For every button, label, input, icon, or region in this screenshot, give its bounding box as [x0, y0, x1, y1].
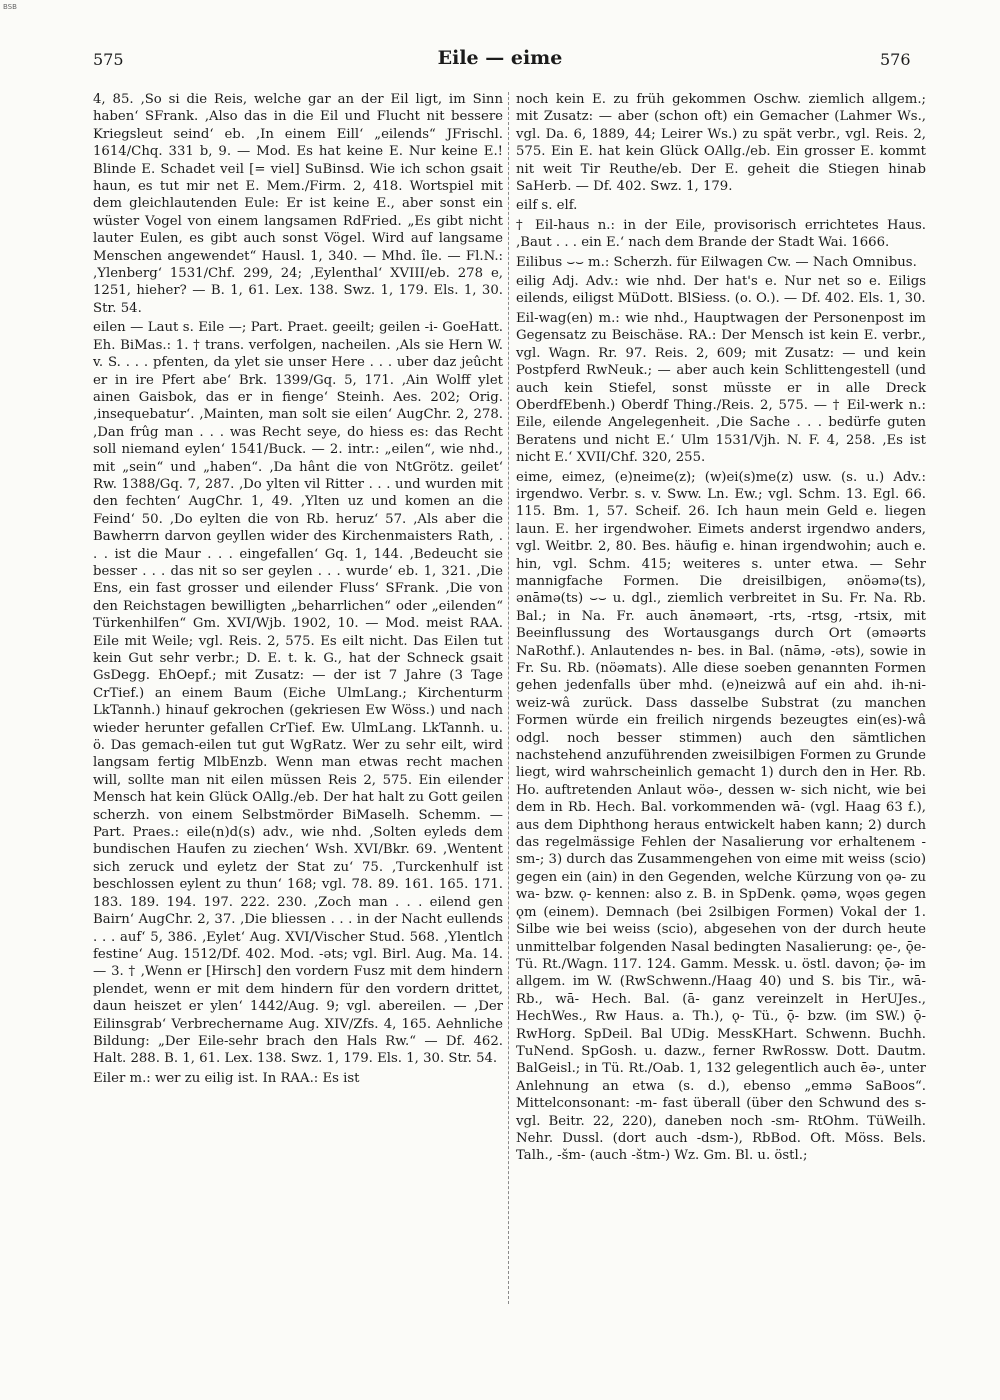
entry-paragraph: Eilibus ⌣⌣ m.: Scherzh. für Eilwagen Cw. — Nach Omnibus.: [516, 254, 917, 270]
page-number-right: 576: [880, 50, 911, 69]
entry-paragraph: noch kein E. zu früh gekommen Oschw. ziemlich allgem.; mit Zusatz: — aber (schon oft) ein Gemacher (Lahmer Ws., vgl. Da. 6, 1889, 44; Leirer Ws.) zu spät verbr., vgl. Reis. 2, 575. Ein E. hat kein Glück OAllg./eb. Ein grosser E. kommt nit weit Tir Reuthe/eb. Der E. geheit die Stiegen hinab SaHerb. — Df. 402. Swz. 1, 179.: [516, 92, 926, 195]
page-title: Eile — eime: [437, 47, 563, 69]
left-column: [93, 91, 503, 1087]
entry-paragraph: Eiler m.: wer zu eilig ist. In RAA.: Es ist: [93, 1070, 360, 1086]
entry-paragraph: eilf s. elf.: [516, 198, 578, 214]
page-number-left: 575: [93, 50, 124, 69]
entry-paragraph: eilig Adj. Adv.: wie nhd. Der hat's e. Nur net so e. Eiligs eilends, eiligst MüDott. BlSiess. (o. O.). — Df. 402. Els. 1, 30.: [516, 274, 926, 307]
entry-paragraph: eime, eimez, (e)neime(z); (w)ei(s)me(z) usw. (s. u.) Adv.: irgendwo. Verbr. s. v. Sww. Ln. Ew.; vgl. Schm. 13. Egl. 66. 115. Bm. 1, 57. Scheif. 26. Ich haun mein Geld e. liegen laun. E. her irgendwoher. Eimets anderst irgendwo anders, vgl. Weitbr. 2, 80. Bes. häufig e. hinan irgendwohin; auch e. hin, vgl. Schm. 415; weiteres s. unter etwa. — Sehr mannigfache Formen. Die dreisilbigen, ənöəmə(ts), ənāmə(ts) ⌣⌣ u. dgl., ziemlich verbreitet in Su. Fr. Na. Rb. Bal.; in Na. Fr. auch ānəməərt, -rts, -rtsg, -rtsix, mit Beeinflussung des Wortausgangs durch Ort (əməərts NaRothf.). Anlautendes n- bes. in Bal. (nāmə, -əts), sowie in Fr. Su. Rb. (nöəmats). Alle diese soeben genannten Formen gehen jedenfalls über mhd. (e)neizwâ auf ein ahd. ih-ni-weiz-wâ zurück. Dass dasselbe Substrat (zu manchen Formen würde ein freilich nirgends bezeugtes ein(es)-wâ odgl. noch besser stimmen) auch den sämtlichen nachstehend anzuführenden zweisilbigen Formen zu Grunde liegt, wird wahrscheinlich gemacht 1) durch den in Her. Rb. Ho. auftretenden Anlaut wöə-, dessen w- sich nicht, wie bei dem in Rb. Hech. Bal. vorkommenden wā- (vgl. Haag 63 f.), aus dem Diphthong heraus entwickelt haben kann; 2) durch das regelmässige Fehlen der Nasalierung vor erhaltenem -sm-; 3) durch das Zusammengehen von eime mit weiss (scio) gegen ein (ain) in den Gegenden, welche Kürzung von ǫə- zu wa- bzw. ǫ- kennen: also z. B. in SpDenk. ǫəmə, wǫəs gegen ǫm (einem). Demnach (bei 2silbigen Formen) Vokal der 1. Silbe wie bei weiss (scio), abgesehen von der durch heute unmittelbar folgenden Nasal bedingten Nasalierung: ǫe-, ǭe- Tü. Rt./Wagn. 117. 124. Gamm. Messk. u. östl. davon; ǭə- im allgem. im W. (RwSchwenn./Haag 40) und S. bis Tir., wā- Rb., wā- Hech. Bal. (ā- ganz vereinzelt in HerUJes., HechWes., Rw Haus. a. Th.), ǫ- Tü., ǭ- bzw. (im SW.) ǭ- RwHorg. SpDeil. Bal UDig. MessKHart. Schwenn. Buchh. TuNend. SpGosh. u. dazw., ferner RwRossw. Dott. Dautm. BalGeisl.; in Tü. Rt./Oab. 1, 132 gelegentlich auch ēə-, unter Anlehnung an etwa (s. d.), ebenso „emmə SaBoos“. Mittelconsonant: -m- fast überall (über den Schwund des s- vgl. Beitr. 22, 220), daneben noch -sm- RtOhm. TüWeilh. Nehr. Dussl. (dort auch -dsm-), RbBod. Oft. Möss. Bels. Talh., -šm- (auch -štm-) Wz. Gm. Bl. u. östl.;: [516, 469, 926, 1164]
entry-paragraph: 4, 85. ‚So si die Reis, welche gar an der Eil ligt, im Sinn haben‘ SFrank. ‚Also das in die Eil und Flucht nit bessere Kriegsleut seind‘ eb. ‚In einem Eill‘ „eilends“ JFrischl. 1614/Chq. 331 b, 9. — Mod. Es hat keine E. Nur keine E.! Blinde E. Schadet veil [= viel] SuBinsd. Wie ich schon gsait haun, es tut mir net E. Mem./Firm. 2, 418. Wortspiel mit dem gleichlautenden Eule: Er ist keine E., aber sonst ein wüster Vogel von einem langsamen RdFried. „Es gibt nicht lauter Eulen, es gibt auch sonst Vögel. Wird auf langsame Menschen angewendet“ Hausl. 1, 340. — Mhd. île. — Fl.N.: ‚Ylenberg‘ 1531/Chf. 299, 24; ‚Eylenthal‘ XVIII/eb. 278 e, 1251, hieher? — B. 1, 61. Lex. 138. Swz. 1, 179. Els. 1, 30. Str. 54.: [93, 92, 503, 316]
entry-paragraph: † Eil-haus n.: in der Eile, provisorisch errichtetes Haus. ‚Baut . . . ein E.‘ nach dem Brande der Stadt Wai. 1666.: [516, 217, 926, 251]
library-watermark: BSB: [3, 3, 17, 11]
entry-paragraph: eilen — Laut s. Eile —; Part. Praet. geeilt; geilen -i- GoeHatt. Eh. BiMas.: 1. † trans. verfolgen, nacheilen. ‚Als sie Hern W. v. S. . . . pfenten, da ylet sie unser Here . . . uber daz jeûcht er in ire Pfert abe‘ Brk. 1399/Gq. 5, 171. ‚Ain Wolff ylet ainen Gaisbok, das er in fienge‘ Steinh. Aes. 202; Orig. ‚insequebatur‘. ‚Mainten, man solt sie eilen‘ AugChr. 2, 278. ‚Dan frûg man . . . was Recht seye, do hiess es: das Recht soll niemand eylen‘ 1541/Buck. — 2. intr.: „eilen“, wie nhd., mit „sein“ und „haben“. ‚Da hânt die von NtGrötz. geilet‘ Rw. 1388/Gq. 7, 287. ‚Do ylten vil Ritter . . . und wurden mit den fechten‘ AugChr. 1, 49. ‚Ylten uz und komen an die Feind‘ 50. ‚Do eylten die von Rb. heruz‘ 57. ‚Als aber die Bawherrn darvon geyllen wider des Kirchenmaisters Rath, . . . ist die Maur . . . eingefallen‘ Gq. 1, 144. ‚Bedeucht sie besser . . . das nit so ser geylen . . . wurde‘ eb. 1, 321. ‚Die Ens, ein fast grosser und eilender Fluss‘ SFrank. ‚Die von den Reichstagen bewilligten „beharrlichen“ oder „eilenden“ Türkenhilfen“ Gm. XVI/Wjb. 1902, 10. — Mod. meist RAA. Eile mit Weile; vgl. Reis. 2, 575. Es eilt nicht. Das Eilen tut kein Gut sehr verbr.; D. E. t. k. G., hat der Schneck gsait GsDegg. EhOepf.; mit Zusatz: — der ist 7 Jahre (3 Tage CrTief.) an einem Baum (Eiche UlmLang.; Kirchenturm LkTannh.) hinauf gekrochen (gekriesen Ew Wöss.) und nach wieder herunter gefallen CrTief. Ew. UlmLang. LkTannh. u. ö. Das gemach-eilen tut gut WgRatz. Wer zu sehr eilt, wird langsam fertig MlbEnzb. Wenn man etwas recht machen will, sollte man nit eilen müssen Reis 2, 575. Ein eilender Mensch hat kein Glück OAllg./eb. Der hat halt zu Gott geilen scherzh. von einem Selbstmörder BiMaselh. Schemm. — Part. Praes.: eile(n)d(s) adv., wie nhd. ‚Solten eyleds dem bundischen Haufen zu ziechen‘ Wsh. XVI/Bkr. 69. ‚Wentent sich zeruck und eyletz der Stat zu‘ 75. ‚Turckenhulf ist beschlossen eylent zu thun‘ 168; vgl. 78. 89. 161. 165. 171. 183. 189. 194. 197. 222. 230. ‚Zoch man . . . eilend gen Bairn‘ AugChr. 2, 37. ‚Die bliessen . . . in der Nacht eullends . . . auf‘ 5, 386. ‚Eylet‘ Aug. XVI/Vischer Stud. 568. ‚Ylentlch festine‘ Aug. 1512/Df. 402. Mod. -əts; vgl. Birl. Aug. Ma. 14. — 3. † ‚Wenn er [Hirsch] den vordern Fusz mit dem hindern plendet, wenn er mit dem hindern für den vordern drittet, daun heiszet er ylen‘ 1442/Aug. 9; vgl. abereilen. — ‚Der Eilinsgrab‘ Verbrechername Aug. XIV/Zfs. 4, 165. Aehnliche Bildung: „Der Eile-sehr brach den Hals Rw.“ — Df. 462. Halt. 288. B. 1, 61. Lex. 138. Swz. 1, 179. Els. 1, 30. Str. 54.: [93, 320, 503, 1067]
column-divider: [508, 92, 509, 1304]
entry-paragraph: Eil-wag(en) m.: wie nhd., Hauptwagen der Personenpost im Gegensatz zu Beischäse. RA.: Der Mensch ist kein E. verbr., vgl. Wagn. Rr. 97. Reis. 2, 609; mit Zusatz: — und kein Postpferd RwNeuk.; — aber auch kein Schlittengestell (und auch kein Stiefel, sonst müsste er in alle Dreck OberdfEbenh.) Oberdf Thing./Reis. 2, 575. — † Eil-werk n.: Eile, eilende Angelegenheit. ‚Die Sache . . . bedürfe guten Beratens und nicht E.‘ Ulm 1531/Vjh. N. F. 4, 258. ‚Es ist nicht E.‘ XVII/Chf. 320, 255.: [516, 310, 926, 466]
right-column: [516, 91, 926, 1165]
